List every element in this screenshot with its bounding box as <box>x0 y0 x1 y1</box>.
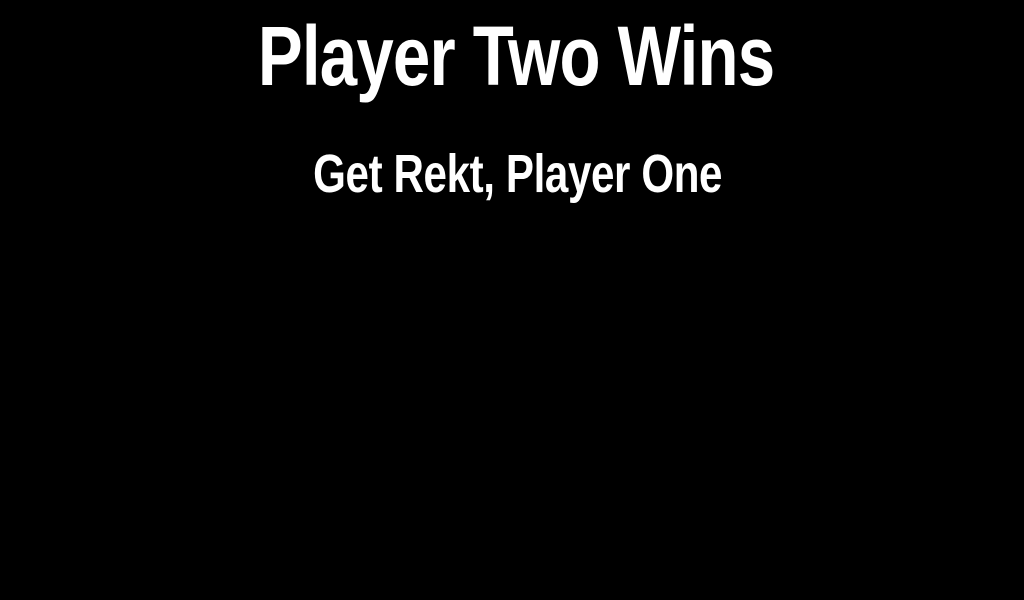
loser-taunt-subtitle: Get Rekt, Player One <box>313 144 723 204</box>
winner-title: Player Two Wins <box>257 9 775 103</box>
